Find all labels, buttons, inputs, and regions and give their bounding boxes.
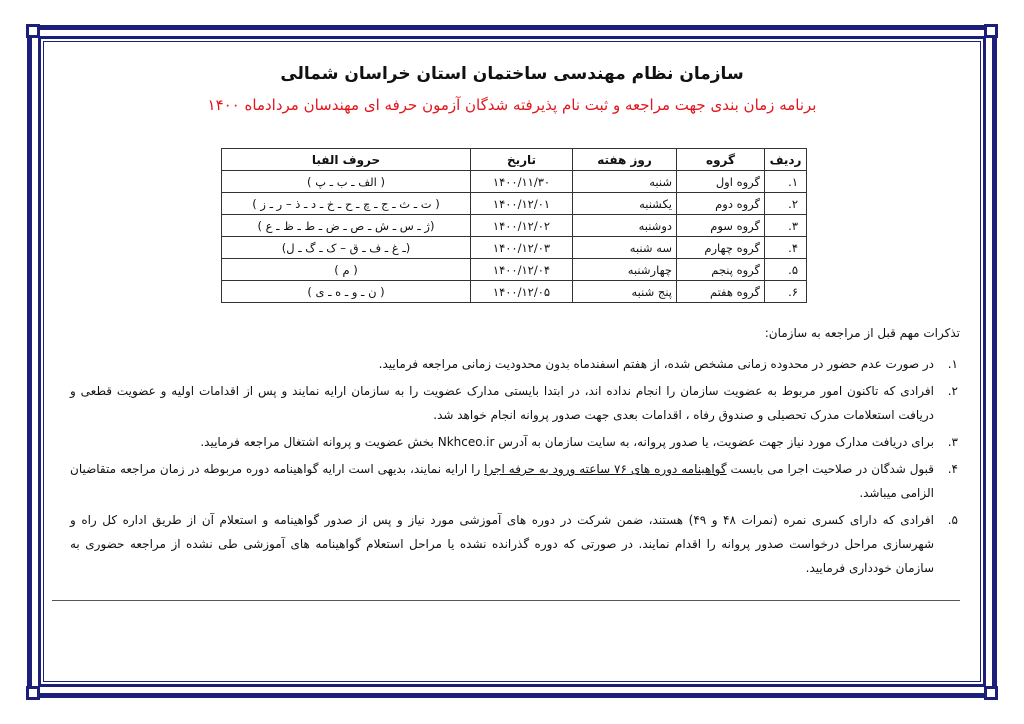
cell-rank: ۲. bbox=[765, 193, 807, 215]
cell-group: گروه چهارم bbox=[677, 237, 765, 259]
cell-date: ۱۴۰۰/۱۲/۰۳ bbox=[471, 237, 573, 259]
border-corner-bottom-left bbox=[26, 686, 40, 700]
note-text: برای دریافت مدارک مورد نیاز جهت عضویت، یا صدور پروانه، به سایت سازمان به آدرس Nkhceo.ir بخش عضویت و پروانه اشتغال مراجعه فرمایید. bbox=[200, 435, 934, 449]
cell-date: ۱۴۰۰/۱۲/۰۱ bbox=[471, 193, 573, 215]
cell-alphabet: ( ت ـ ث ـ ج ـ چ ـ ح ـ خ ـ د ـ ذ – ر ـ ز ) bbox=[222, 193, 471, 215]
note-text-before: قبول شدگان در صلاحیت اجرا می بایست bbox=[726, 462, 934, 476]
cell-alphabet: (ـ غ ـ ف ـ ق – ک ـ گ ـ ل) bbox=[222, 237, 471, 259]
list-item bbox=[70, 379, 960, 427]
cell-alphabet: ( الف ـ ب ـ پ ) bbox=[222, 171, 471, 193]
cell-day: شنبه bbox=[573, 171, 677, 193]
document-title: سازمان نظام مهندسی ساختمان استان خراسان شمالی bbox=[280, 64, 744, 84]
cell-rank: ۶. bbox=[765, 281, 807, 303]
list-item bbox=[70, 508, 960, 580]
cell-date: ۱۴۰۰/۱۲/۰۴ bbox=[471, 259, 573, 281]
border-corner-top-left bbox=[26, 24, 40, 38]
cell-group: گروه اول bbox=[677, 171, 765, 193]
note-text: افرادی که تاکنون امور مربوط به عضویت سازمان را انجام نداده اند، در ابتدا بایستی مدارک عضویت را به سازمان ارایه نمایند و پس از اقدامات اولیه و عضویت قطعی و دریافت استعلامات مدرک تحصیلی و صندوق رفاه ، اقدامات بعدی جهت صدور پروانه انجام خواهد شد. bbox=[70, 384, 934, 422]
schedule-table bbox=[221, 148, 807, 303]
table-row bbox=[222, 281, 807, 303]
notes-list bbox=[70, 352, 960, 583]
table-row bbox=[222, 237, 807, 259]
border-corner-top-right bbox=[984, 24, 998, 38]
notes-heading: تذکرات مهم قبل از مراجعه به سازمان: bbox=[764, 326, 960, 340]
cell-day: چهارشنبه bbox=[573, 259, 677, 281]
cell-day: پنج شنبه bbox=[573, 281, 677, 303]
list-item bbox=[70, 457, 960, 505]
table-row bbox=[222, 193, 807, 215]
bottom-divider bbox=[52, 600, 960, 601]
header-group: گروه bbox=[677, 149, 765, 171]
cell-date: ۱۴۰۰/۱۱/۳۰ bbox=[471, 171, 573, 193]
note-number: ۵. bbox=[947, 513, 958, 527]
cell-rank: ۱. bbox=[765, 171, 807, 193]
cell-date: ۱۴۰۰/۱۲/۰۲ bbox=[471, 215, 573, 237]
cell-rank: ۳. bbox=[765, 215, 807, 237]
list-item bbox=[70, 352, 960, 376]
table-row bbox=[222, 259, 807, 281]
cell-rank: ۴. bbox=[765, 237, 807, 259]
cell-group: گروه سوم bbox=[677, 215, 765, 237]
header-day: روز هفته bbox=[573, 149, 677, 171]
note-number: ۲. bbox=[947, 384, 958, 398]
note-text-underlined: گواهینامه دوره های ۷۶ ساعته ورود به حرفه اجرا bbox=[484, 462, 727, 476]
cell-alphabet: ( ن ـ و ـ ه ـ ی ) bbox=[222, 281, 471, 303]
document-subtitle: برنامه زمان بندی جهت مراجعه و ثبت نام پذیرفته شدگان آزمون حرفه ای مهندسان مردادماه ۱۴۰۰ bbox=[207, 96, 817, 114]
cell-alphabet: ( م ) bbox=[222, 259, 471, 281]
note-text: در صورت عدم حضور در محدوده زمانی مشخص شده، از هفتم اسفندماه بدون محدودیت زمانی مراجعه فرمایید. bbox=[378, 357, 934, 371]
note-text: افرادی که دارای کسری نمره (نمرات ۴۸ و ۴۹) هستند، ضمن شرکت در دوره های آموزشی مورد نیاز و پس از صدور گواهینامه و استعلام آن از طریق اداره کل راه و شهرسازی مراحل درخواست صدور پروانه را اقدام نمایند. در صورتی که دوره گذرانده نشده یا مراحل استعلام گواهینامه های آموزشی طی نشده از مراجعه حضوری به سازمان خودداری فرمایید. bbox=[70, 513, 934, 575]
border-corner-bottom-right bbox=[984, 686, 998, 700]
note-number: ۱. bbox=[947, 357, 958, 371]
table-header-row bbox=[222, 149, 807, 171]
note-number: ۴. bbox=[947, 462, 958, 476]
cell-group: گروه دوم bbox=[677, 193, 765, 215]
list-item bbox=[70, 430, 960, 454]
cell-day: یکشنبه bbox=[573, 193, 677, 215]
cell-date: ۱۴۰۰/۱۲/۰۵ bbox=[471, 281, 573, 303]
cell-rank: ۵. bbox=[765, 259, 807, 281]
cell-day: سه شنبه bbox=[573, 237, 677, 259]
header-rank: ردیف bbox=[765, 149, 807, 171]
table-row bbox=[222, 215, 807, 237]
cell-group: گروه هفتم bbox=[677, 281, 765, 303]
note-text-after: را ارایه نمایند، بدیهی است ارایه گواهینامه دوره مربوطه در زمان مراجعه متقاضیان الزامی میباشد. bbox=[70, 462, 934, 500]
table-row bbox=[222, 171, 807, 193]
header-date: تاریخ bbox=[471, 149, 573, 171]
header-alphabet: حروف الفبا bbox=[222, 149, 471, 171]
note-number: ۳. bbox=[947, 435, 958, 449]
cell-alphabet: (ژ ـ س ـ ش ـ ص ـ ض ـ ط ـ ظ ـ ع ) bbox=[222, 215, 471, 237]
cell-group: گروه پنجم bbox=[677, 259, 765, 281]
cell-day: دوشنبه bbox=[573, 215, 677, 237]
